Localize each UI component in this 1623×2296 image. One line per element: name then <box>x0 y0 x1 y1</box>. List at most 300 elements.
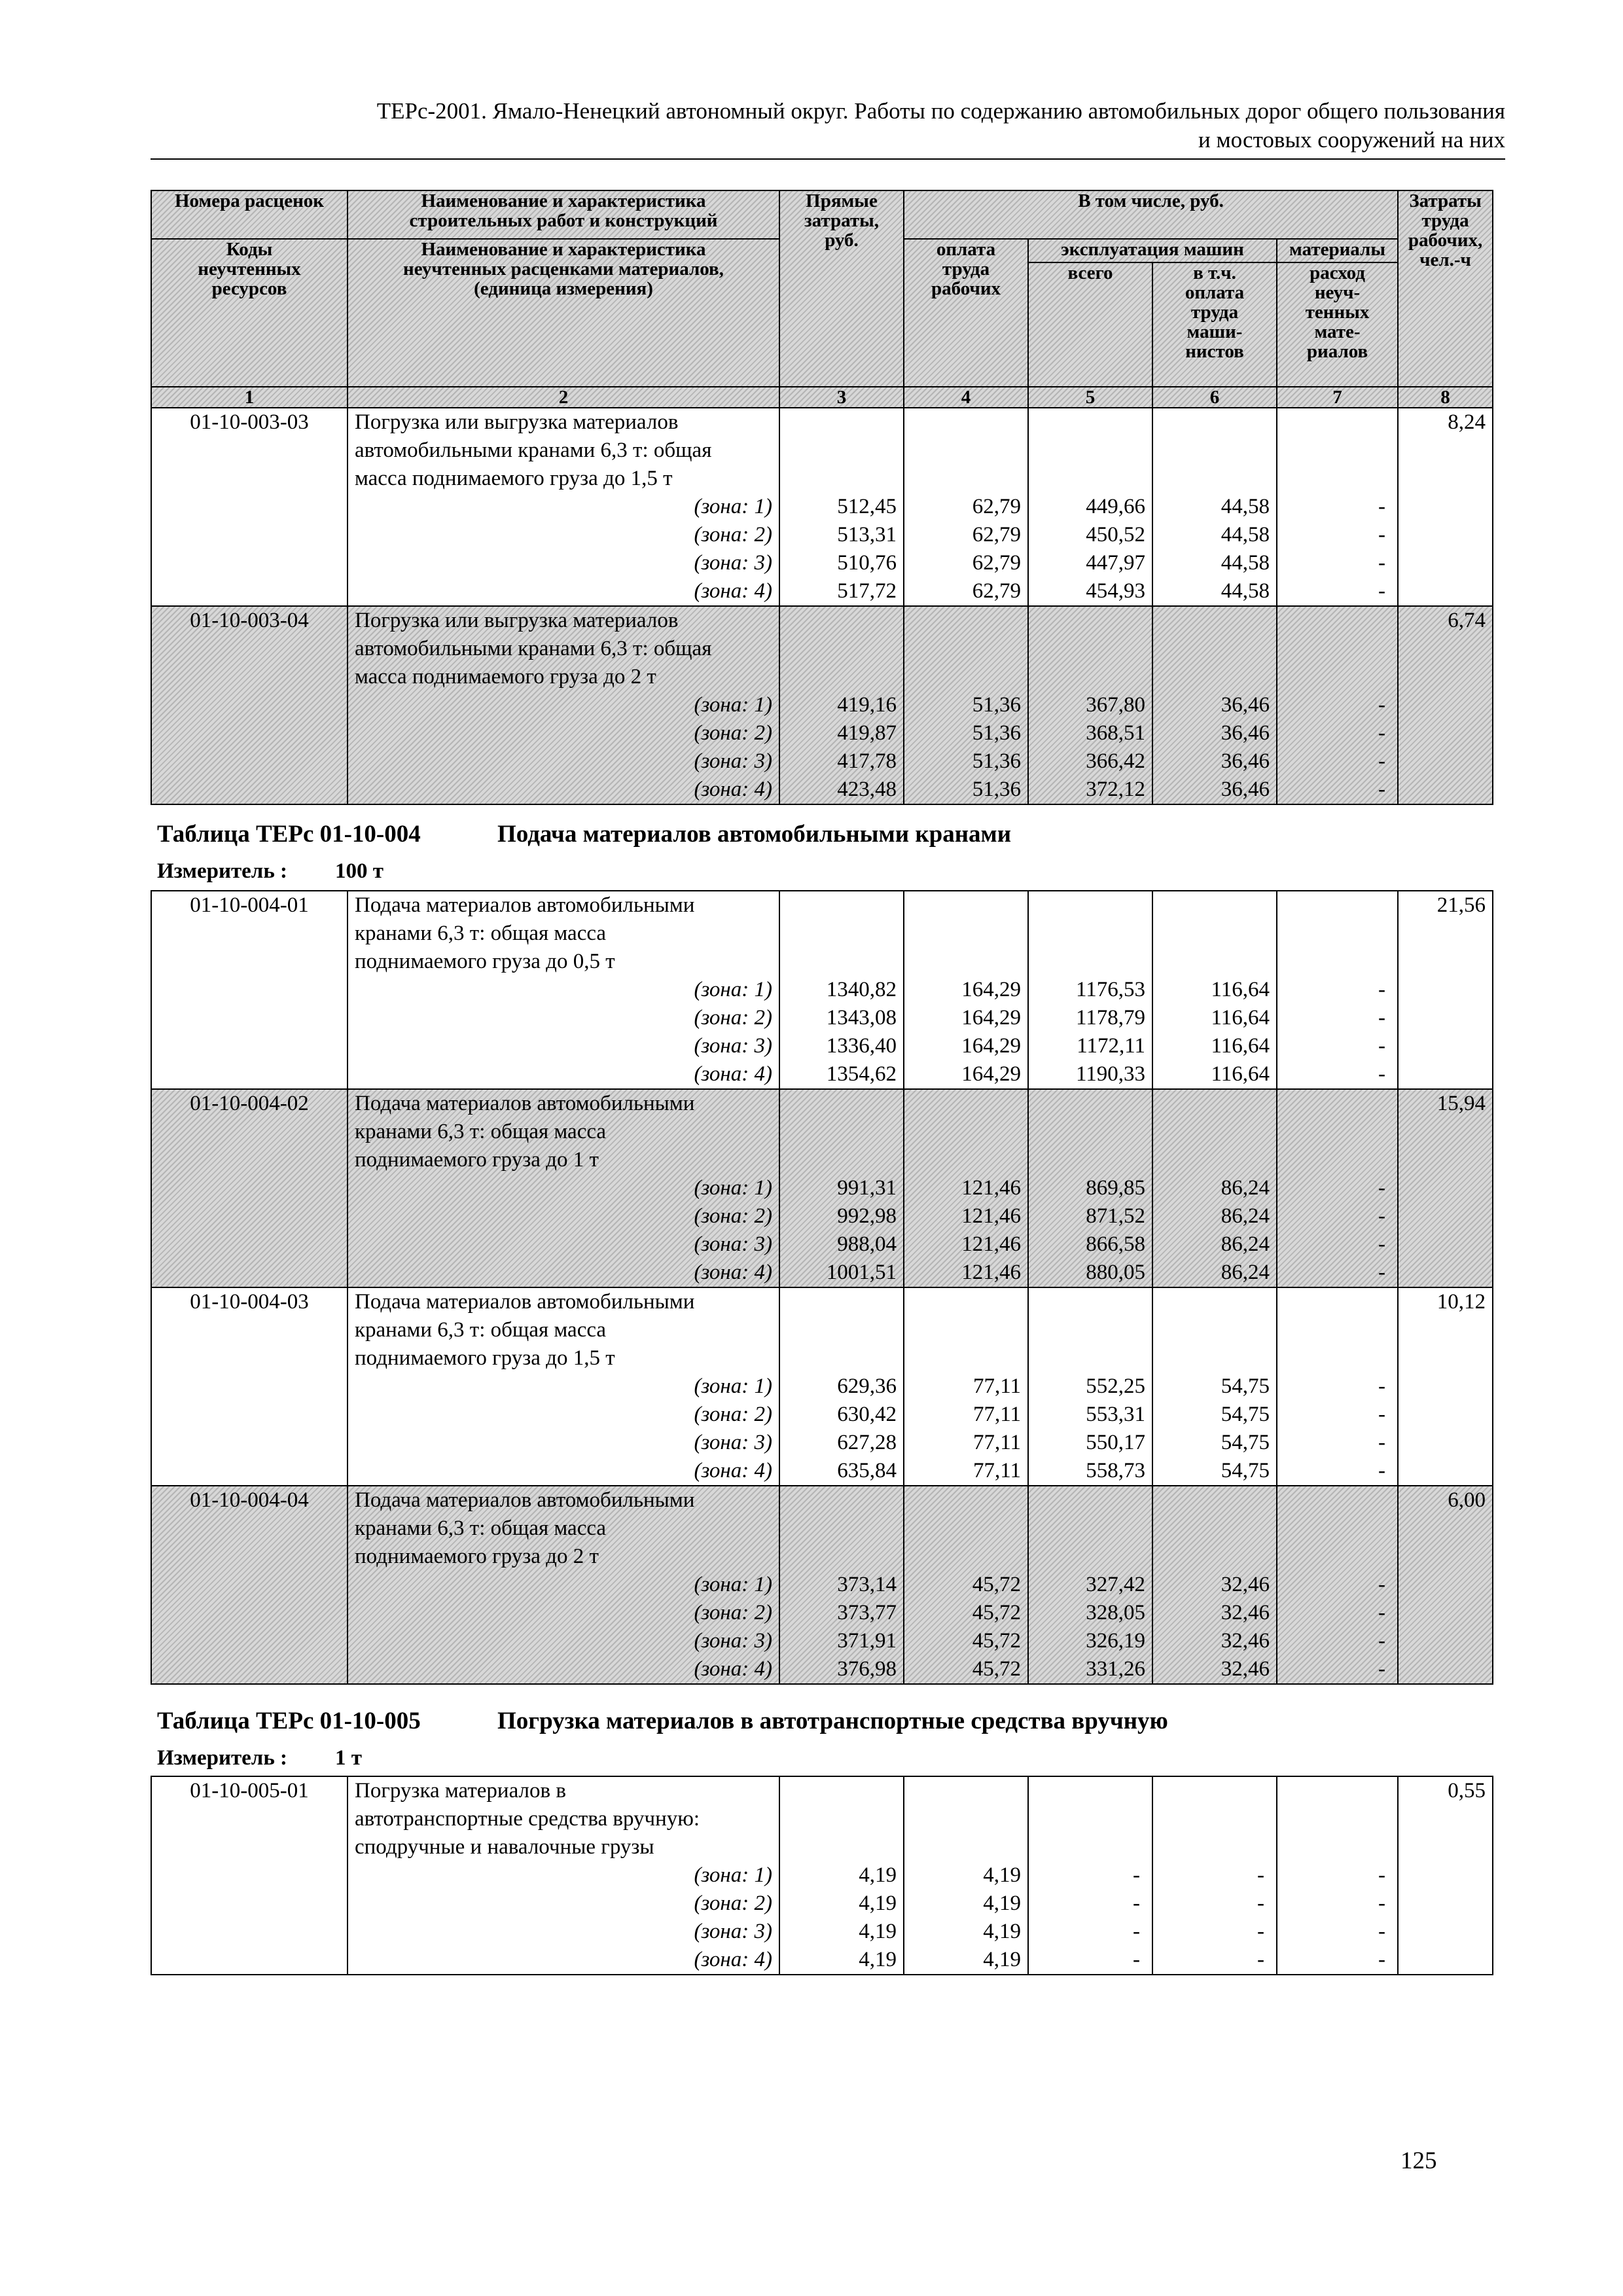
machinists-pay-value-cell <box>1152 1287 1277 1486</box>
rate-name-line: Погрузка материалов в <box>355 1779 566 1803</box>
rate-code: 01-10-004-04 <box>190 1488 309 1512</box>
materials-value-cell <box>1277 1089 1398 1287</box>
workers-pay-value: 62,79 <box>972 523 1021 547</box>
spacer <box>904 1543 1027 1571</box>
labor-cost-value: 21,56 <box>1436 893 1486 917</box>
spacer <box>1029 1288 1152 1316</box>
rate-code: 01-10-004-02 <box>190 1092 309 1115</box>
zone-label: (зона: 3) <box>694 1920 772 1943</box>
direct-costs-value: 517,72 <box>837 579 897 603</box>
materials-value: - <box>1378 1863 1385 1887</box>
table-title-01-10-004 <box>157 820 1012 848</box>
zone-label: (зона: 4) <box>694 1657 772 1681</box>
spacer <box>904 408 1027 437</box>
direct-costs-value: 988,04 <box>837 1232 897 1256</box>
spacer <box>904 1486 1027 1515</box>
col-number: 7 <box>1277 387 1398 408</box>
machinists-pay-value: 86,24 <box>1221 1176 1270 1200</box>
materials-value-cell <box>1277 1776 1398 1975</box>
workers-pay-value: 45,72 <box>972 1657 1021 1681</box>
rate-name-cell <box>348 1089 779 1287</box>
direct-costs-value: 371,91 <box>837 1629 897 1653</box>
header-rule <box>151 158 1505 160</box>
machinists-pay-value: 36,46 <box>1221 721 1270 745</box>
rate-name-line: Погрузка или выгрузка материалов <box>355 609 679 632</box>
materials-value: - <box>1378 495 1386 518</box>
workers-pay-value-cell <box>904 1776 1028 1975</box>
spacer <box>904 948 1027 976</box>
spacer <box>1029 1543 1152 1571</box>
machines-total-value: 366,42 <box>1086 749 1145 773</box>
workers-pay-value: 164,29 <box>961 978 1021 1001</box>
spacer <box>1277 920 1397 948</box>
materials-value: - <box>1378 1403 1385 1426</box>
col-header-including-group: В том числе, руб. <box>904 190 1398 239</box>
rate-row <box>151 1287 1493 1486</box>
rate-name-line: автотранспортные средства вручную: <box>355 1807 700 1831</box>
col-header-workers-pay: оплата труда рабочих <box>904 239 1028 387</box>
rate-name-line: кранами 6,3 т: общая масса <box>355 1318 607 1342</box>
measure-unit-01-10-005 <box>157 1746 362 1770</box>
rate-code: 01-10-004-01 <box>190 893 309 917</box>
spacer <box>1029 1118 1152 1146</box>
col-number: 5 <box>1028 387 1152 408</box>
workers-pay-value: 121,46 <box>961 1176 1021 1200</box>
materials-value: - <box>1378 1459 1385 1482</box>
materials-value: - <box>1378 721 1386 745</box>
col-number: 1 <box>151 387 348 408</box>
col-header-materials-name: Наименование и характеристика неучтенных расценками материалов, (единица измерения) <box>348 239 779 387</box>
direct-costs-value: 510,76 <box>837 551 897 575</box>
rate-name-cell <box>348 606 779 804</box>
direct-costs-value-cell <box>779 1287 904 1486</box>
zone-label: (зона: 1) <box>694 693 772 717</box>
col-header-labor-costs: Затраты труда рабочих, чел.-ч <box>1398 190 1493 387</box>
zone-label: (зона: 1) <box>694 1573 772 1596</box>
machinists-pay-value: 44,58 <box>1221 551 1270 575</box>
spacer <box>904 607 1027 635</box>
workers-pay-value: 4,19 <box>983 1892 1021 1915</box>
zone-label: (зона: 2) <box>694 523 772 547</box>
workers-pay-value-cell <box>904 1287 1028 1486</box>
machinists-pay-value: 54,75 <box>1221 1459 1270 1482</box>
spacer <box>1277 1344 1397 1372</box>
page-number: 125 <box>1400 2147 1437 2174</box>
spacer <box>1277 465 1397 493</box>
spacer <box>1277 1777 1397 1805</box>
machines-total-value: 372,12 <box>1086 778 1145 801</box>
rate-name-cell <box>348 1486 779 1684</box>
materials-value: - <box>1378 1948 1385 1971</box>
table-title-code: Таблица ТЕРс 01-10-005 <box>157 1708 421 1734</box>
spacer <box>780 663 903 691</box>
spacer <box>1029 920 1152 948</box>
spacer <box>904 1344 1027 1372</box>
machinists-pay-value: 36,46 <box>1221 749 1270 773</box>
col-header-machines-total: всего <box>1028 262 1152 387</box>
rate-code: 01-10-003-04 <box>190 609 309 632</box>
rates-table-01-10-005 <box>151 1776 1493 1975</box>
spacer <box>1029 1090 1152 1118</box>
machines-total-value: 447,97 <box>1086 551 1145 575</box>
col-header-unaccounted-materials: расход неуч- тенных мате- риалов <box>1277 262 1398 387</box>
rate-name-line: поднимаемого груза до 2 т <box>355 1545 599 1568</box>
spacer <box>1153 1118 1276 1146</box>
col-header-direct-costs: Прямые затраты, руб. <box>779 190 904 387</box>
materials-value: - <box>1378 1062 1385 1086</box>
machinists-pay-value: 116,64 <box>1211 978 1270 1001</box>
direct-costs-value: 419,87 <box>837 721 897 745</box>
materials-value-cell <box>1277 408 1398 606</box>
machinists-pay-value-cell <box>1152 1089 1277 1287</box>
machinists-pay-value: 54,75 <box>1221 1431 1270 1454</box>
spacer <box>780 465 903 493</box>
direct-costs-value-cell <box>779 1776 904 1975</box>
spacer <box>1153 1344 1276 1372</box>
spacer <box>1153 1777 1276 1805</box>
labor-cost-cell <box>1398 1486 1493 1684</box>
labor-cost-value: 6,74 <box>1448 609 1486 632</box>
machinists-pay-value: - <box>1257 1948 1264 1971</box>
machines-total-value-cell <box>1028 408 1152 606</box>
spacer <box>1277 1288 1397 1316</box>
measure-unit-label: Измеритель : <box>157 1746 288 1770</box>
machines-total-value: 326,19 <box>1086 1629 1145 1653</box>
rate-name-cell <box>348 891 779 1089</box>
spacer <box>1277 1146 1397 1174</box>
workers-pay-value: 62,79 <box>972 579 1021 603</box>
spacer <box>1029 1515 1152 1543</box>
rate-code-cell <box>151 408 348 606</box>
direct-costs-value: 992,98 <box>837 1204 897 1228</box>
machines-total-value: 558,73 <box>1086 1459 1145 1482</box>
table-title-code: Таблица ТЕРс 01-10-004 <box>157 821 421 848</box>
spacer <box>904 1805 1027 1833</box>
zone-label: (зона: 3) <box>694 749 772 773</box>
labor-cost-cell <box>1398 1287 1493 1486</box>
materials-value: - <box>1378 1374 1385 1398</box>
rate-name-cell <box>348 1287 779 1486</box>
machines-total-value: - <box>1133 1892 1140 1915</box>
zone-label: (зона: 2) <box>694 721 772 745</box>
spacer <box>904 465 1027 493</box>
materials-value: - <box>1378 1601 1385 1624</box>
machines-total-value: - <box>1133 1863 1140 1887</box>
workers-pay-value: 62,79 <box>972 551 1021 575</box>
materials-value: - <box>1378 1920 1385 1943</box>
workers-pay-value: 164,29 <box>961 1006 1021 1030</box>
machinists-pay-value: 32,46 <box>1221 1657 1270 1681</box>
spacer <box>1029 1486 1152 1515</box>
spacer <box>1153 1316 1276 1344</box>
spacer <box>1153 920 1276 948</box>
spacer <box>904 1146 1027 1174</box>
spacer <box>1277 663 1397 691</box>
spacer <box>780 1805 903 1833</box>
machines-total-value-cell <box>1028 891 1152 1089</box>
spacer <box>904 1515 1027 1543</box>
measure-unit-01-10-004 <box>157 859 383 884</box>
col-header-work-name: Наименование и характеристика строительных работ и конструкций <box>348 190 779 239</box>
machines-total-value: 1176,53 <box>1075 978 1145 1001</box>
materials-value: - <box>1378 1176 1385 1200</box>
spacer <box>1029 1316 1152 1344</box>
machinists-pay-value: 32,46 <box>1221 1601 1270 1624</box>
spacer <box>780 1777 903 1805</box>
rate-row <box>151 408 1493 606</box>
materials-value: - <box>1378 1431 1385 1454</box>
zone-label: (зона: 1) <box>694 495 772 518</box>
machines-total-value: 367,80 <box>1086 693 1145 717</box>
labor-cost-value: 0,55 <box>1448 1779 1486 1803</box>
workers-pay-value-cell <box>904 606 1028 804</box>
spacer <box>1277 1543 1397 1571</box>
direct-costs-value: 627,28 <box>837 1431 897 1454</box>
spacer <box>1153 437 1276 465</box>
zone-label: (зона: 3) <box>694 551 772 575</box>
spacer <box>1153 465 1276 493</box>
zone-label: (зона: 3) <box>694 1034 772 1058</box>
rate-code-cell <box>151 1287 348 1486</box>
spacer <box>904 1777 1027 1805</box>
machines-total-value: 553,31 <box>1086 1403 1145 1426</box>
zone-label: (зона: 3) <box>694 1431 772 1454</box>
workers-pay-value: 45,72 <box>972 1573 1021 1596</box>
materials-value: - <box>1378 1657 1385 1681</box>
workers-pay-value: 4,19 <box>983 1863 1021 1887</box>
rate-name-cell <box>348 1776 779 1975</box>
rate-row <box>151 1089 1493 1287</box>
machines-total-value: 327,42 <box>1086 1573 1145 1596</box>
rate-name-line: кранами 6,3 т: общая масса <box>355 1120 607 1143</box>
workers-pay-value: 77,11 <box>972 1431 1021 1454</box>
machines-total-value-cell <box>1028 1287 1152 1486</box>
rate-code: 01-10-005-01 <box>190 1779 309 1803</box>
direct-costs-value: 423,48 <box>837 778 897 801</box>
zone-label: (зона: 4) <box>694 778 772 801</box>
zone-label: (зона: 3) <box>694 1232 772 1256</box>
measure-unit-label: Измеритель : <box>157 859 288 883</box>
materials-value: - <box>1378 1892 1385 1915</box>
direct-costs-value: 376,98 <box>837 1657 897 1681</box>
machines-total-value: - <box>1133 1920 1140 1943</box>
machines-total-value: 880,05 <box>1086 1261 1145 1284</box>
rate-code-cell <box>151 606 348 804</box>
spacer <box>1277 1833 1397 1861</box>
spacer <box>1029 465 1152 493</box>
spacer <box>904 1288 1027 1316</box>
machines-total-value-cell <box>1028 1486 1152 1684</box>
rate-code: 01-10-004-03 <box>190 1290 309 1314</box>
rate-code-cell <box>151 1089 348 1287</box>
spacer <box>1153 1543 1276 1571</box>
spacer <box>780 408 903 437</box>
rate-name-line: поднимаемого груза до 1,5 т <box>355 1346 615 1370</box>
spacer <box>1029 408 1152 437</box>
spacer <box>904 663 1027 691</box>
zone-label: (зона: 1) <box>694 1863 772 1887</box>
machinists-pay-value: 44,58 <box>1221 495 1270 518</box>
spacer <box>1029 663 1152 691</box>
spacer <box>780 1833 903 1861</box>
col-header-rate-numbers: Номера расценок <box>151 190 348 239</box>
spacer <box>904 635 1027 663</box>
zone-label: (зона: 4) <box>694 1948 772 1971</box>
col-header-resource-codes: Коды неучтенных ресурсов <box>151 239 348 387</box>
spacer <box>1277 1118 1397 1146</box>
machines-total-value: 368,51 <box>1086 721 1145 745</box>
rate-row <box>151 891 1493 1089</box>
spacer <box>904 1090 1027 1118</box>
spacer <box>1153 1833 1276 1861</box>
machinists-pay-value: 54,75 <box>1221 1403 1270 1426</box>
machines-total-value: 866,58 <box>1086 1232 1145 1256</box>
direct-costs-value: 991,31 <box>837 1176 897 1200</box>
spacer <box>1277 891 1397 920</box>
spacer <box>1277 948 1397 976</box>
direct-costs-value: 373,77 <box>837 1601 897 1624</box>
direct-costs-value: 1001,51 <box>826 1261 897 1284</box>
materials-value: - <box>1378 523 1386 547</box>
rate-name-line: масса поднимаемого груза до 1,5 т <box>355 467 673 490</box>
rate-code: 01-10-003-03 <box>190 410 309 434</box>
spacer <box>1153 408 1276 437</box>
workers-pay-value: 164,29 <box>961 1034 1021 1058</box>
spacer <box>1277 437 1397 465</box>
workers-pay-value: 77,11 <box>972 1374 1021 1398</box>
materials-value: - <box>1378 1204 1385 1228</box>
machinists-pay-value: 116,64 <box>1211 1034 1270 1058</box>
spacer <box>904 437 1027 465</box>
spacer <box>904 891 1027 920</box>
direct-costs-value: 1354,62 <box>826 1062 897 1086</box>
rates-table-01-10-004 <box>151 890 1493 1685</box>
spacer <box>780 1486 903 1515</box>
zone-label: (зона: 4) <box>694 1459 772 1482</box>
spacer <box>1029 1146 1152 1174</box>
rates-table-01-10-003 <box>151 190 1493 805</box>
rate-code-cell <box>151 891 348 1089</box>
machinists-pay-value: 44,58 <box>1221 579 1270 603</box>
rate-name-line: Подача материалов автомобильными <box>355 1092 695 1115</box>
labor-cost-cell <box>1398 1089 1493 1287</box>
rate-name-line: кранами 6,3 т: общая масса <box>355 1516 607 1540</box>
machinists-pay-value-cell <box>1152 1486 1277 1684</box>
workers-pay-value: 164,29 <box>961 1062 1021 1086</box>
spacer <box>1029 607 1152 635</box>
col-number: 6 <box>1152 387 1277 408</box>
workers-pay-value-cell <box>904 408 1028 606</box>
table-title-01-10-005 <box>157 1707 1168 1735</box>
spacer <box>904 1316 1027 1344</box>
rate-name-line: масса поднимаемого груза до 2 т <box>355 665 656 689</box>
machines-total-value: 331,26 <box>1086 1657 1145 1681</box>
direct-costs-value-cell <box>779 1486 904 1684</box>
machines-total-value: 450,52 <box>1086 523 1145 547</box>
rate-name-line: автомобильными кранами 6,3 т: общая <box>355 439 712 462</box>
direct-costs-value-cell <box>779 1089 904 1287</box>
machinists-pay-value: 116,64 <box>1211 1006 1270 1030</box>
spacer <box>1277 1805 1397 1833</box>
direct-costs-value: 4,19 <box>859 1892 897 1915</box>
machines-total-value: 550,17 <box>1086 1431 1145 1454</box>
rate-name-cell <box>348 408 779 606</box>
materials-value-cell <box>1277 1486 1398 1684</box>
rate-name-line: поднимаемого груза до 1 т <box>355 1148 599 1172</box>
machinists-pay-value: - <box>1257 1920 1264 1943</box>
spacer <box>904 1833 1027 1861</box>
spacer <box>780 1543 903 1571</box>
spacer <box>780 437 903 465</box>
machines-total-value-cell <box>1028 606 1152 804</box>
spacer <box>780 1316 903 1344</box>
workers-pay-value: 51,36 <box>972 749 1021 773</box>
direct-costs-value: 630,42 <box>837 1403 897 1426</box>
spacer <box>780 1515 903 1543</box>
direct-costs-value-cell <box>779 408 904 606</box>
labor-cost-value: 15,94 <box>1436 1092 1486 1115</box>
rate-name-line: сподручные и навалочные грузы <box>355 1835 654 1859</box>
zone-label: (зона: 4) <box>694 1261 772 1284</box>
spacer <box>1153 1090 1276 1118</box>
spacer <box>780 948 903 976</box>
machinists-pay-value: 32,46 <box>1221 1629 1270 1653</box>
spacer <box>780 920 903 948</box>
spacer <box>1153 1486 1276 1515</box>
workers-pay-value: 121,46 <box>961 1232 1021 1256</box>
machines-total-value: 869,85 <box>1086 1176 1145 1200</box>
workers-pay-value: 51,36 <box>972 778 1021 801</box>
direct-costs-value: 635,84 <box>837 1459 897 1482</box>
materials-value: - <box>1378 778 1386 801</box>
materials-value: - <box>1378 579 1386 603</box>
labor-cost-value: 10,12 <box>1436 1290 1486 1314</box>
measure-unit-value: 100 т <box>335 859 383 883</box>
machinists-pay-value: 116,64 <box>1211 1062 1270 1086</box>
materials-value: - <box>1378 1232 1385 1256</box>
spacer <box>1029 948 1152 976</box>
zone-label: (зона: 2) <box>694 1006 772 1030</box>
rate-name-line: Погрузка или выгрузка материалов <box>355 410 679 434</box>
spacer <box>1029 437 1152 465</box>
direct-costs-value: 1340,82 <box>826 978 897 1001</box>
machines-total-value-cell <box>1028 1089 1152 1287</box>
workers-pay-value: 4,19 <box>983 1948 1021 1971</box>
machinists-pay-value: 32,46 <box>1221 1573 1270 1596</box>
workers-pay-value: 4,19 <box>983 1920 1021 1943</box>
workers-pay-value: 121,46 <box>961 1204 1021 1228</box>
machinists-pay-value: 86,24 <box>1221 1204 1270 1228</box>
materials-value: - <box>1378 1006 1385 1030</box>
machinists-pay-value: 44,58 <box>1221 523 1270 547</box>
spacer <box>1029 1777 1152 1805</box>
direct-costs-value: 1343,08 <box>826 1006 897 1030</box>
machines-total-value: 871,52 <box>1086 1204 1145 1228</box>
materials-value-cell <box>1277 606 1398 804</box>
direct-costs-value: 4,19 <box>859 1863 897 1887</box>
spacer <box>1029 635 1152 663</box>
spacer <box>780 1146 903 1174</box>
machinists-pay-value-cell <box>1152 891 1277 1089</box>
table-title-name: Подача материалов автомобильными кранами <box>497 821 1012 848</box>
spacer <box>1029 1805 1152 1833</box>
spacer <box>1277 408 1397 437</box>
col-number: 3 <box>779 387 904 408</box>
table-title-name: Погрузка материалов в автотранспортные средства вручную <box>497 1708 1168 1734</box>
rate-name-line: автомобильными кранами 6,3 т: общая <box>355 637 712 660</box>
machinists-pay-value: 86,24 <box>1221 1232 1270 1256</box>
spacer <box>904 920 1027 948</box>
